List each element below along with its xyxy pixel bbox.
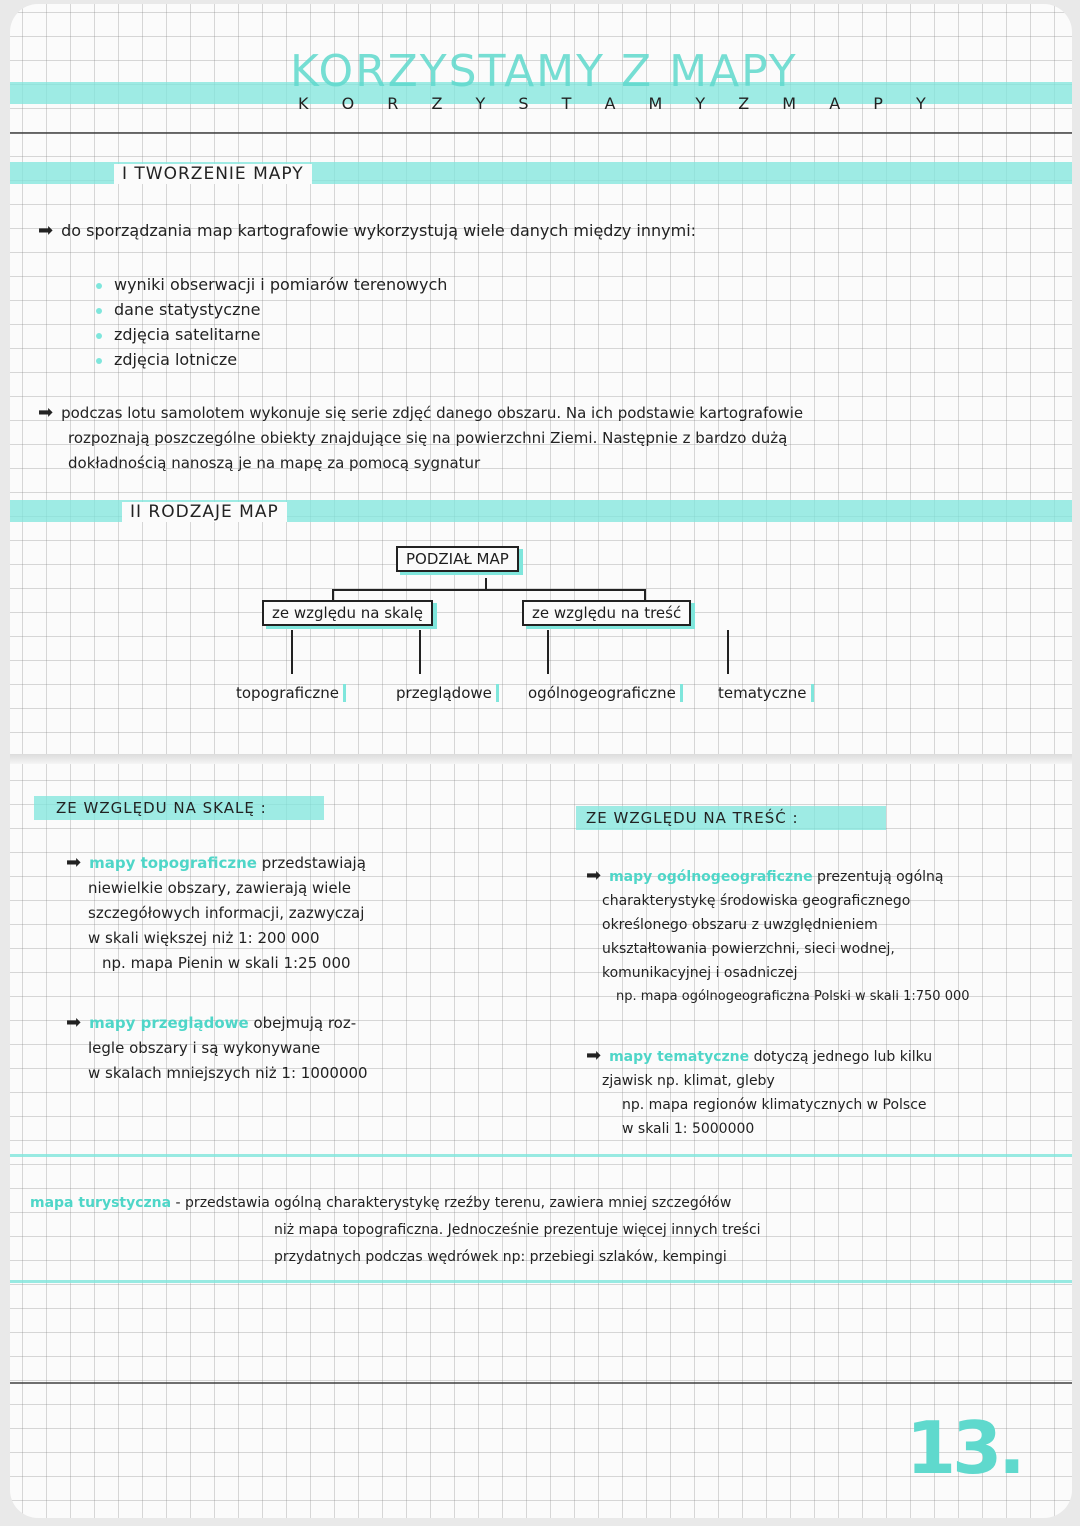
connector xyxy=(291,630,293,674)
arrow-icon: ➡ xyxy=(586,1045,602,1066)
bullet-icon xyxy=(96,283,102,289)
bullet-list xyxy=(96,272,447,372)
page-title: KORZYSTAMY Z MAPY xyxy=(290,46,798,97)
general-geographic-description: ➡ mapy ogólnogeograficzne prezentują ogólną charakterystykę środowiska geograficznego określonego obszaru z uwzględnieniem ukształtowania powierzchni, sieci wodnej, komunikacyjnej i osadniczej np. mapa ogólnogeograficzna Polski w skali 1:750 000 xyxy=(586,865,970,1004)
notebook-page xyxy=(10,4,1072,1518)
connector xyxy=(547,630,549,674)
divider xyxy=(10,132,1072,134)
list-item: dane statystyczne xyxy=(96,297,447,322)
diagram-root: PODZIAŁ MAP xyxy=(396,546,519,572)
topographic-description: ➡ mapy topograficzne przedstawiają niewielkie obszary, zawierają wiele szczegółowych informacji, zazwyczaj w skali większej niż 1: 200 000 np. mapa Pienin w skali 1:25 000 xyxy=(66,852,366,972)
section-heading-1: I TWORZENIE MAPY xyxy=(114,164,312,184)
diagram-leaf-thematic: tematyczne xyxy=(718,684,814,702)
arrow-icon: ➡ xyxy=(38,402,54,423)
diagram-branch-content: ze względu na treść xyxy=(522,600,691,626)
section-line xyxy=(10,1154,1072,1157)
arrow-icon: ➡ xyxy=(66,852,82,873)
connector xyxy=(332,589,646,591)
tourist-map-description: mapa turystyczna - przedstawia ogólną charakterystykę rzeźby terenu, zawiera mniej szczegółów niż mapa topograficzna. Jednocześnie prezentuje więcej innych treści przydatnych podczas wędrówek np: przebiegi szlaków, kempingi xyxy=(30,1195,761,1265)
diagram-leaf-topographic: topograficzne xyxy=(236,684,346,702)
divider xyxy=(10,1382,1072,1384)
intro-line: ➡ do sporządzania map kartografowie wykorzystują wiele danych między innymi: xyxy=(38,220,697,241)
list-item: zdjęcia satelitarne xyxy=(96,322,447,347)
bullet-icon xyxy=(96,333,102,339)
page-fold xyxy=(10,754,1072,764)
scale-heading: ZE WZGLĘDU NA SKALĘ : xyxy=(56,799,267,817)
page-title-spaced: K O R Z Y S T A M Y Z M A P Y xyxy=(298,94,940,113)
section-line xyxy=(10,1280,1072,1283)
arrow-icon: ➡ xyxy=(586,865,602,886)
thematic-description: ➡ mapy tematyczne dotyczą jednego lub kilku zjawisk np. klimat, gleby np. mapa regionów klimatycznych w Polsce w skali 1: 5000000 xyxy=(586,1045,933,1137)
list-item: wyniki obserwacji i pomiarów terenowych xyxy=(96,272,447,297)
diagram-leaf-overview: przeglądowe xyxy=(396,684,499,702)
list-item: zdjęcia lotnicze xyxy=(96,347,447,372)
overview-description: ➡ mapy przeglądowe obejmują roz- legle obszary i są wykonywane w skalach mniejszych niż 1: 1000000 xyxy=(66,1012,368,1082)
aerial-photo-paragraph: ➡ podczas lotu samolotem wykonuje się serie zdjęć danego obszaru. Na ich podstawie kartografowie rozpoznają poszczególne obiekty znajdujące się na powierzchni Ziemi. Następnie z bardzo dużą dokładnością nanoszą je na mapę za pomocą sygnatur xyxy=(38,402,804,472)
diagram-leaf-general: ogólnogeograficzne xyxy=(528,684,683,702)
arrow-icon: ➡ xyxy=(66,1012,82,1033)
content-heading: ZE WZGLĘDU NA TREŚĆ : xyxy=(586,809,799,827)
diagram-branch-scale: ze względu na skalę xyxy=(262,600,433,626)
bullet-icon xyxy=(96,358,102,364)
bullet-icon xyxy=(96,308,102,314)
page-number: 13. xyxy=(906,1406,1022,1490)
section-heading-2: II RODZAJE MAP xyxy=(122,502,287,522)
arrow-icon: ➡ xyxy=(38,220,54,241)
connector xyxy=(419,630,421,674)
connector xyxy=(727,630,729,674)
